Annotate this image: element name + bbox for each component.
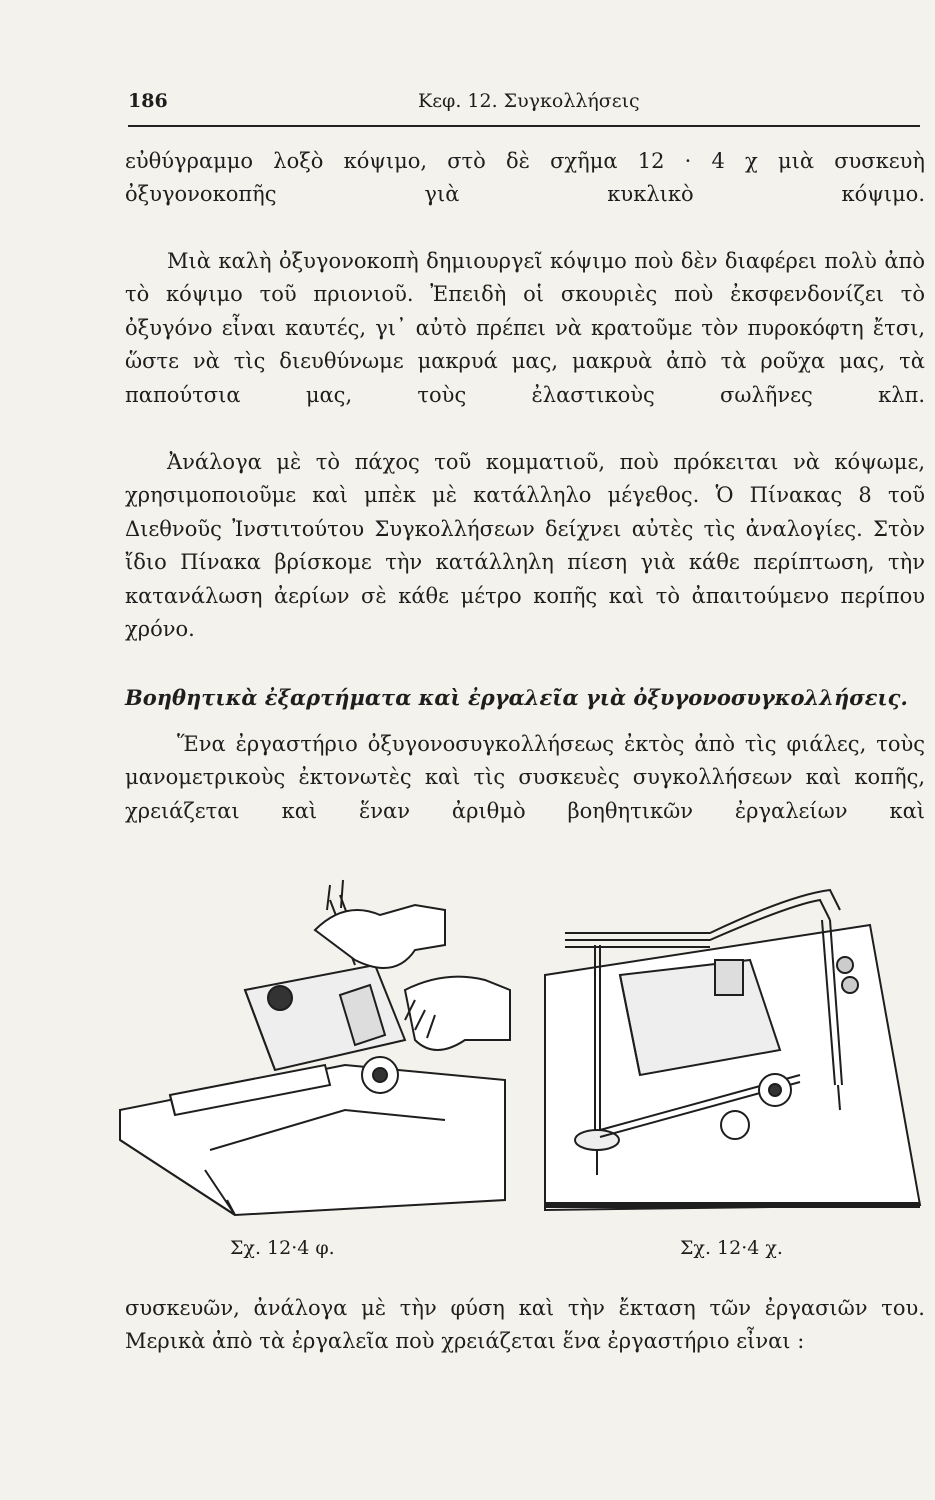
section-heading: Βοηθητικὰ ἐξαρτήματα καὶ ἐργαλεῖα γιὰ ὀξυγονοσυγκολλήσεις. bbox=[125, 685, 908, 710]
figure-circular-cutting-device bbox=[540, 865, 925, 1220]
figure-right-caption: Σχ. 12·4 χ. bbox=[680, 1237, 783, 1259]
paragraph-3: Ἀνάλογα μὲ τὸ πάχος τοῦ κομματιοῦ, ποὺ πρόκειται νὰ κόψωμε, χρησιμοποιοῦμε καὶ μπὲκ μὲ κατάλληλο μέγεθος. Ὁ Πίνακας 8 τοῦ Διεθνοῦς Ἰνστιτούτου Συγκολλήσεων δείχνει αὐτὲς τὶς ἀναλογίες. Στὸν ἴδιο Πίνακα βρίσκομε τὴν κατάλληλη πίεση γιὰ κάθε περίπτωση, τὴν κατανάλωση ἀερίων σὲ κάθε μέτρο κοπῆς καὶ τὸ ἀπαιτούμενο περίπου χρόνο. bbox=[125, 450, 925, 642]
paragraph-5: συσκευῶν, ἀνάλογα μὲ τὴν φύση καὶ τὴν ἔκταση τῶν ἐργασιῶν του. Μερικὰ ἀπὸ τὰ ἐργαλεῖα ποὺ χρειάζεται ἕνα ἐργαστήριο εἶναι : bbox=[125, 1296, 925, 1354]
figure-left-caption: Σχ. 12·4 φ. bbox=[230, 1237, 335, 1259]
paragraph-1: εὐθύγραμμο λοξὸ κόψιμο, στὸ δὲ σχῆμα 12 · 4 χ μιὰ συσκευὴ ὀξυγονοκοπῆς γιὰ κυκλικὸ κόψιμο. bbox=[125, 149, 925, 207]
paragraph-2: Μιὰ καλὴ ὀξυγονοκοπὴ δημιουργεῖ κόψιμο ποὺ δὲν διαφέρει πολὺ ἀπὸ τὸ κόψιμο τοῦ πριονιοῦ. Ἐπειδὴ οἱ σκουριὲς ποὺ ἐκσφενδονίζει τὸ ὀξυγόνο εἶναι καυτές, γι᾽ αὐτὸ πρέπει νὰ κρατοῦμε τὸν πυροκόφτη ἔτσι, ὥστε νὰ τὶς διευθύνωμε μακρυά μας, μακρυὰ ἀπὸ τὰ ροῦχα μας, τὰ παπούτσια μας, τοὺς ἐλαστικοὺς σωλῆνες κλπ. bbox=[125, 249, 925, 407]
running-head: Κεφ. 12. Συγκολλήσεις bbox=[418, 90, 640, 112]
paragraph-4: Ἕνα ἐργαστήριο ὀξυγονοσυγκολλήσεως ἐκτὸς ἀπὸ τὶς φιάλες, τοὺς μανομετρικοὺς ἐκτονωτὲς καὶ τὶς συσκευὲς συγκολλήσεων καὶ κοπῆς, χρειάζεται καὶ ἕναν ἀριθμὸ βοηθητικῶν ἐργαλείων καὶ bbox=[125, 732, 925, 823]
page-number: 186 bbox=[128, 90, 168, 112]
header-rule bbox=[128, 125, 920, 127]
page-header bbox=[128, 90, 920, 124]
figure-straight-cutting-device bbox=[115, 870, 515, 1220]
